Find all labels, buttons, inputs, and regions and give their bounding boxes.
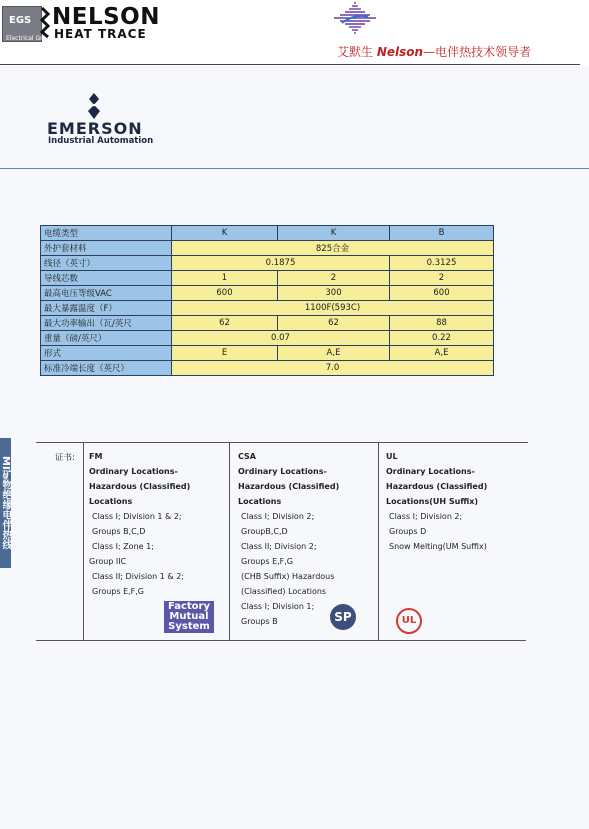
egs-logo — [2, 6, 54, 42]
cert-item: (CHB Suffix) Hazardous — [241, 572, 335, 581]
cert-title: UL — [386, 452, 398, 461]
cert-item: Groups B — [241, 617, 278, 626]
row-label: 重量（磅/英尺） — [41, 331, 172, 346]
cert-fm-column — [89, 449, 190, 599]
fm-logo-line: Mutual — [169, 611, 209, 622]
spec-table — [40, 225, 494, 376]
table-row — [41, 271, 494, 286]
slogan-suffix: —电伴热技术领导者 — [423, 45, 532, 59]
cert-bottom-rule — [36, 640, 526, 641]
cert-item: (Classified) Locations — [241, 587, 327, 596]
table-row — [41, 316, 494, 331]
cert-item: Class I; Division 1; — [241, 602, 315, 611]
cert-heading-line: Hazardous (Classified) — [386, 482, 488, 491]
emerson-name: EMERSON — [47, 119, 143, 138]
table-cell: 1 — [172, 271, 278, 286]
cert-title: FM — [89, 452, 103, 461]
table-cell: A,E — [278, 346, 390, 361]
factory-mutual-logo — [164, 601, 214, 633]
fm-logo-line: System — [168, 621, 210, 632]
row-label: 最高电压等级VAC — [41, 286, 172, 301]
nelson-brand-sub: HEAT TRACE — [54, 27, 147, 41]
table-cell: 62 — [278, 316, 390, 331]
table-cell: 600 — [172, 286, 278, 301]
fm-logo-line: Factory — [167, 601, 211, 612]
cert-label: 证书: — [55, 453, 75, 463]
cert-heading-line: Hazardous (Classified) — [238, 482, 340, 491]
table-cell: 0.3125 — [390, 256, 494, 271]
cert-item: Class II; Division 2; — [241, 542, 317, 551]
egs-text: EGS — [9, 15, 32, 26]
table-row — [41, 346, 494, 361]
table-row — [41, 256, 494, 271]
emerson-logo-icon — [83, 92, 105, 120]
table-cell: 2 — [390, 271, 494, 286]
table-row — [41, 226, 494, 241]
cert-csa-column — [238, 449, 339, 629]
side-tab: MI矿物绝缘电伴热线 — [0, 438, 11, 568]
cert-item: Groups E,F,G — [92, 587, 145, 596]
header-divider — [0, 64, 580, 65]
emerson-star-logo-icon — [330, 1, 380, 41]
cert-title: CSA — [238, 452, 256, 461]
section-divider — [0, 168, 589, 169]
row-label: 最大暴露温度（F） — [41, 301, 172, 316]
table-row — [41, 301, 494, 316]
row-label: 最大功率输出（瓦/英尺 — [41, 316, 172, 331]
cert-column-divider — [83, 443, 84, 640]
table-row — [41, 241, 494, 256]
slogan — [337, 43, 531, 60]
cert-item: Snow Melting(UM Suffix) — [389, 542, 487, 551]
table-cell: E — [172, 346, 278, 361]
cert-heading-line: Locations — [238, 497, 282, 506]
table-row — [41, 361, 494, 376]
table-cell: 825合金 — [172, 241, 494, 256]
row-label: 外护套材料 — [41, 241, 172, 256]
table-cell: 62 — [172, 316, 278, 331]
ul-logo: UL — [396, 608, 422, 634]
cert-heading-line: Hazardous (Classified) — [89, 482, 191, 491]
page-background — [0, 66, 589, 829]
table-cell: 600 — [390, 286, 494, 301]
table-row — [41, 286, 494, 301]
cert-item: GroupB,C,D — [241, 527, 288, 536]
cert-column-divider — [229, 443, 230, 640]
cert-item: Class I; Division 2; — [389, 512, 463, 521]
cert-item: Class I; Division 2; — [241, 512, 315, 521]
cert-heading-line: Locations — [89, 497, 133, 506]
cert-heading-line: Locations(UH Suffix) — [386, 497, 479, 506]
table-cell: 0.1875 — [172, 256, 390, 271]
cert-item: Class I; Division 1 & 2; — [92, 512, 182, 521]
row-label: 电缆类型 — [41, 226, 172, 241]
cert-ul-column — [386, 449, 487, 554]
slogan-brand: Nelson — [376, 45, 424, 59]
row-label: 标准冷端长度（英尺） — [41, 361, 172, 376]
table-cell: 0.07 — [172, 331, 390, 346]
nelson-brand-name: NELSON — [52, 4, 160, 30]
cert-top-rule — [36, 442, 528, 443]
slogan-prefix: 艾默生 — [337, 45, 377, 59]
cert-heading-line: Ordinary Locations- — [238, 467, 327, 476]
table-cell: 1100F(593C) — [172, 301, 494, 316]
table-cell: 300 — [278, 286, 390, 301]
cert-item: Class II; Division 1 & 2; — [92, 572, 184, 581]
egs-subtext: Electrical Group — [6, 35, 54, 42]
cert-item: Groups B,C,D — [92, 527, 146, 536]
table-cell: K — [172, 226, 278, 241]
cert-item: Groups E,F,G — [241, 557, 294, 566]
table-row — [41, 331, 494, 346]
cert-heading-line: Ordinary Locations- — [89, 467, 178, 476]
cert-column-divider — [378, 443, 379, 640]
emerson-subtitle: Industrial Automation — [48, 136, 154, 146]
table-cell: 0.22 — [390, 331, 494, 346]
row-label: 导线芯数 — [41, 271, 172, 286]
table-cell: 88 — [390, 316, 494, 331]
cert-heading-line: Ordinary Locations- — [386, 467, 475, 476]
table-cell: K — [278, 226, 390, 241]
cert-item: Class I; Zone 1; — [92, 542, 154, 551]
nelson-mark-icon — [40, 6, 50, 38]
table-cell: A,E — [390, 346, 494, 361]
cert-item: Groups D — [389, 527, 427, 536]
table-cell: 2 — [278, 271, 390, 286]
table-cell: B — [390, 226, 494, 241]
cert-item: Group IIC — [89, 557, 127, 566]
row-label: 线径（英寸） — [41, 256, 172, 271]
table-cell: 7.0 — [172, 361, 494, 376]
csa-logo: SP — [330, 604, 356, 630]
row-label: 形式 — [41, 346, 172, 361]
